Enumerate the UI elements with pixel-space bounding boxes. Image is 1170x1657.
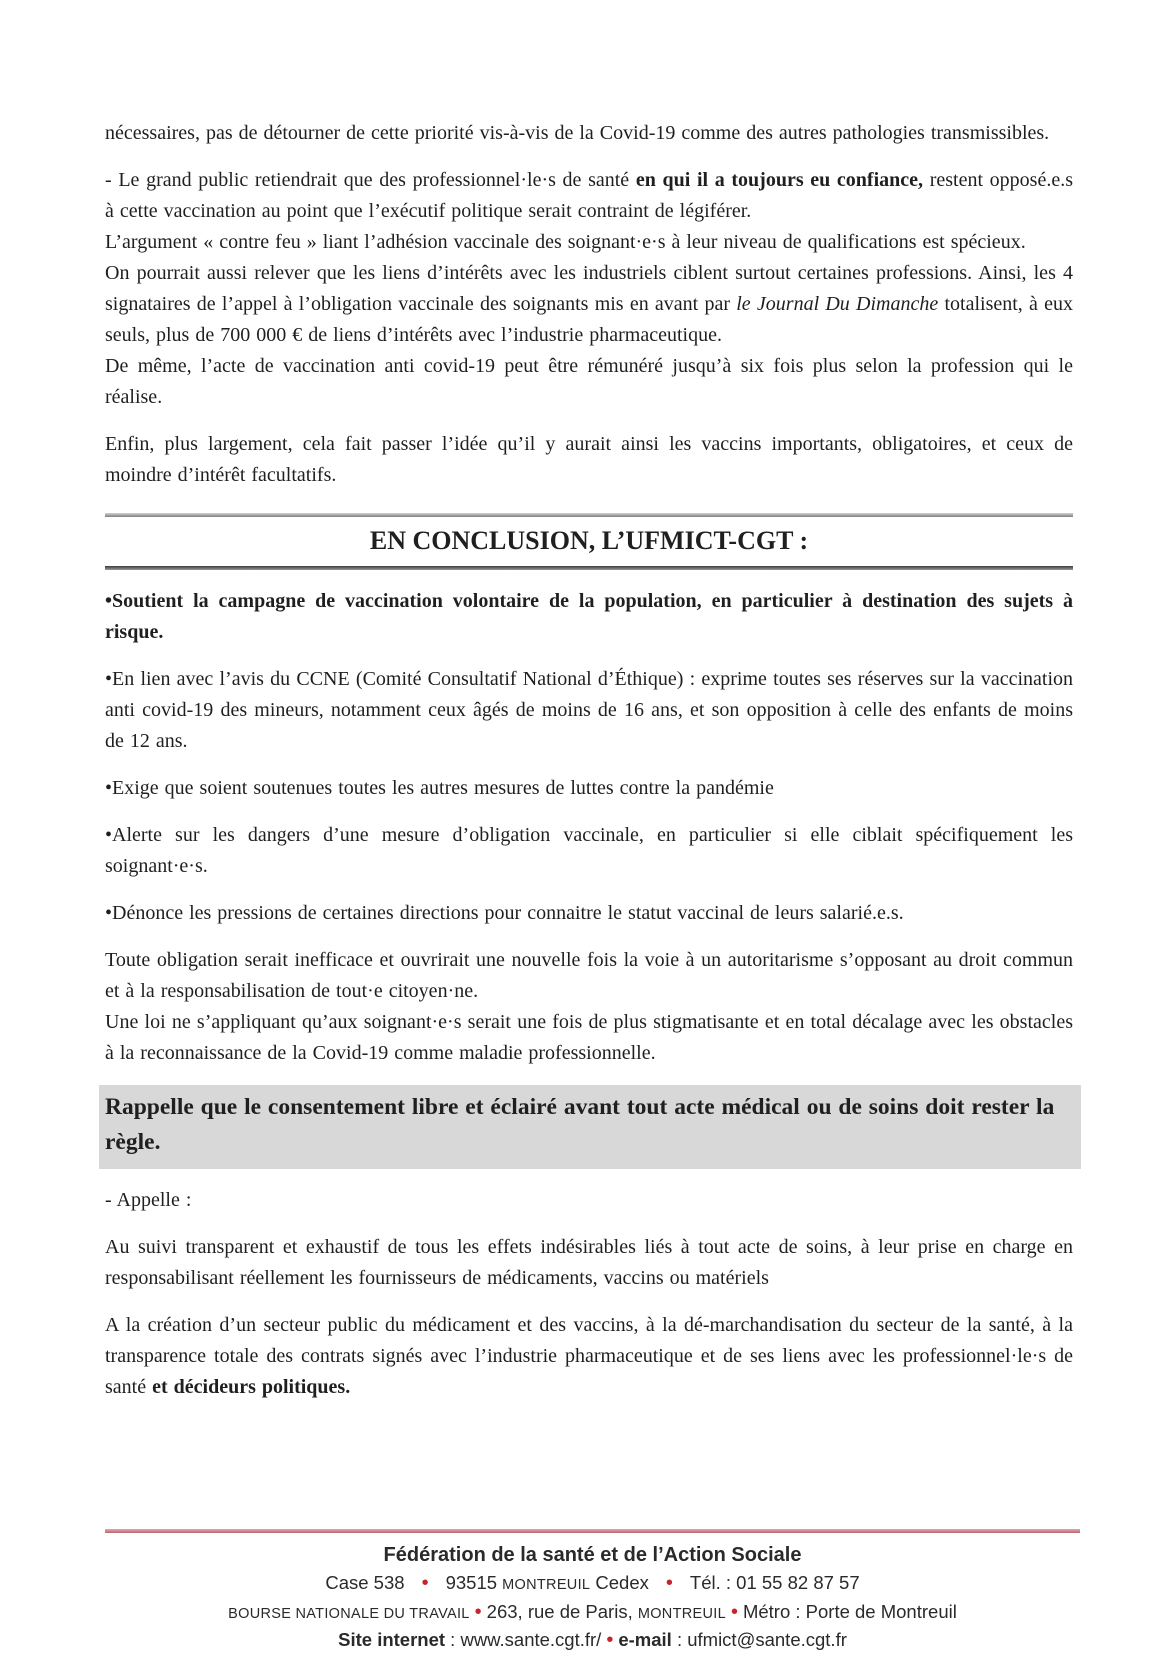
footer-text-segment: 93515 — [445, 1572, 503, 1593]
footer-rule — [105, 1529, 1080, 1533]
footer-text-segment: Site internet — [338, 1629, 446, 1650]
text-segment: - Appelle : — [105, 1189, 192, 1211]
blank-line — [105, 1069, 1073, 1085]
bullet-marker: • — [105, 590, 113, 612]
text-segment: et décideurs politiques. — [152, 1376, 351, 1398]
footer-text-segment: MONTREUIL — [502, 1577, 591, 1593]
text-segment: Soutient la campagne de vaccination volontaire de la population, en particulier à destination des sujets à risque. — [105, 590, 1073, 643]
red-dot-separator: • — [421, 1572, 429, 1594]
text-segment: De même, l’acte de vaccination anti covid-19 peut être rémunéré jusqu’à six fois plus selon la profession qui le réalise. — [105, 355, 1073, 408]
bullet-item — [105, 773, 1073, 804]
footer-text-segment: 263, rue de Paris, — [486, 1600, 638, 1622]
bullet-marker: • — [105, 824, 113, 846]
red-dot-separator: • — [474, 1600, 482, 1623]
blank-line — [105, 882, 1073, 898]
text-segment: A la création d’un secteur public du médicament et des vaccins, à la dé-marchandisation du secteur de la santé, à la transparence totale des contrats signés avec l’industrie pharmaceutique et de ses liens avec les professionnel·le·s de santé — [105, 1314, 1073, 1398]
section-heading — [105, 513, 1073, 570]
text-segment: Toute obligation serait inefficace et ouvrirait une nouvelle fois la voie à un autoritarisme s’opposant au droit commun et à la responsabilisation de tout·e citoyen·ne. — [105, 949, 1073, 1002]
footer-lines — [105, 1570, 1080, 1654]
footer-text-segment: Tél. : 01 55 82 87 57 — [689, 1572, 860, 1593]
paragraph — [105, 351, 1073, 413]
red-dot-separator: • — [730, 1600, 738, 1623]
paragraph — [105, 227, 1073, 258]
text-segment: nécessaires, pas de détourner de cette priorité vis-à-vis de la Covid-19 comme des autres pathologies transmissibles. — [105, 122, 1050, 144]
footer — [105, 1529, 1080, 1654]
text-segment: - Le grand public retiendrait que des professionnel·le·s de santé — [105, 169, 636, 191]
text-segment: Alerte sur les dangers d’une mesure d’obligation vaccinale, en particulier si elle ciblait spécifiquement les soignant·e·s. — [105, 824, 1073, 877]
footer-text-segment: : ufmict@sante.cgt.fr — [671, 1629, 847, 1650]
text-segment: le Journal Du Dimanche — [736, 293, 939, 315]
blank-line — [105, 1169, 1073, 1185]
blank-line — [105, 1294, 1073, 1310]
footer-text-segment: Case 538 — [325, 1572, 405, 1593]
footer-line — [105, 1599, 1080, 1628]
bullet-item — [105, 664, 1073, 757]
footer-text-segment: BOURSE NATIONALE DU TRAVAIL — [228, 1605, 470, 1622]
text-segment: restent opposé.e.s à cette vaccination au point que l’exécutif politique serait contraint de légiférer. — [105, 169, 1073, 222]
paragraph — [105, 1007, 1073, 1069]
paragraph — [105, 1185, 1073, 1216]
text-segment: Enfin, plus largement, cela fait passer l’idée qu’il y aurait ainsi les vaccins importants, obligatoires, et ceux de moindre d’intérêt facultatifs. — [105, 433, 1073, 486]
red-dot-separator: • — [665, 1572, 673, 1594]
footer-text-segment: Métro : Porte de Montreuil — [742, 1600, 957, 1622]
footer-line — [105, 1570, 1080, 1599]
blank-line — [105, 149, 1073, 165]
text-segment: Exige que soient soutenues toutes les autres mesures de luttes contre la pandémie — [112, 777, 774, 799]
blank-line — [105, 929, 1073, 945]
bullet-item — [105, 820, 1073, 882]
text-segment: Dénonce les pressions de certaines directions pour connaitre le statut vaccinal de leurs salarié.e.s. — [112, 902, 904, 924]
bullet-marker: • — [105, 777, 113, 799]
paragraph — [105, 1232, 1073, 1294]
blank-line — [105, 804, 1073, 820]
blank-line — [105, 757, 1073, 773]
footer-org-name: Fédération de la santé et de l’Action Sociale — [383, 1544, 802, 1566]
paragraph — [105, 429, 1073, 491]
bullet-item — [105, 898, 1073, 929]
paragraph — [105, 1310, 1073, 1403]
text-segment: Une loi ne s’appliquant qu’aux soignant·e·s serait une fois de plus stigmatisante et en total décalage avec les obstacles à la reconnaissance de la Covid-19 comme maladie professionnelle. — [105, 1011, 1073, 1064]
text-segment: En lien avec l’avis du CCNE (Comité Consultatif National d’Éthique) : exprime toutes ses réserves sur la vaccination anti covid-19 des mineurs, notamment ceux âgés de moins de 16 ans, et son opposition à celle des enfants de moins de 12 ans. — [105, 668, 1073, 752]
text-segment: en qui il a toujours eu confiance, — [635, 169, 924, 191]
paragraph — [105, 258, 1073, 351]
bullet-item — [105, 586, 1073, 648]
text-segment: Au suivi transparent et exhaustif de tous les effets indésirables liés à tout acte de soins, à leur prise en charge en responsabilisant réellement les fournisseurs de médicaments, vaccins ou matériels — [105, 1236, 1073, 1289]
footer-text-segment: e-mail — [618, 1629, 672, 1650]
text-segment: L’argument « contre feu » liant l’adhésion vaccinale des soignant·e·s à leur niveau de qualifications est spécieux. — [105, 231, 1026, 253]
text-segment: totalisent, à eux seuls, plus de 700 000 € de liens d’intérêts avec l’industrie pharmaceutique. — [105, 293, 1074, 346]
blank-line — [105, 648, 1073, 664]
text-segment: Rappelle que le consentement libre et éclairé avant tout acte médical ou de soins doit rester la règle. — [105, 1094, 1055, 1155]
footer-text-segment: Cedex — [590, 1572, 649, 1593]
blank-line — [105, 1216, 1073, 1232]
blank-line — [105, 413, 1073, 429]
footer-text-segment: MONTREUIL — [637, 1605, 726, 1622]
section-heading-text: EN CONCLUSION, L’UFMICT-CGT : — [369, 526, 809, 555]
bullet-marker: • — [105, 902, 113, 924]
footer-line — [105, 1627, 1080, 1654]
highlight-note — [99, 1085, 1081, 1169]
footer-text-segment: : www.sante.cgt.fr/ — [445, 1629, 602, 1650]
bullet-marker: • — [105, 668, 113, 690]
text-segment: On pourrait aussi relever que les liens d’intérêts avec les industriels ciblent surtout certaines professions. Ainsi, les 4 signataires de l’appel à l’obligation vaccinale des soignants mis en avant par — [105, 262, 1073, 315]
paragraph — [105, 165, 1073, 227]
red-dot-separator: • — [606, 1629, 614, 1651]
heading-rule-bottom — [105, 566, 1073, 570]
paragraph — [105, 118, 1073, 149]
paragraph — [105, 945, 1073, 1007]
